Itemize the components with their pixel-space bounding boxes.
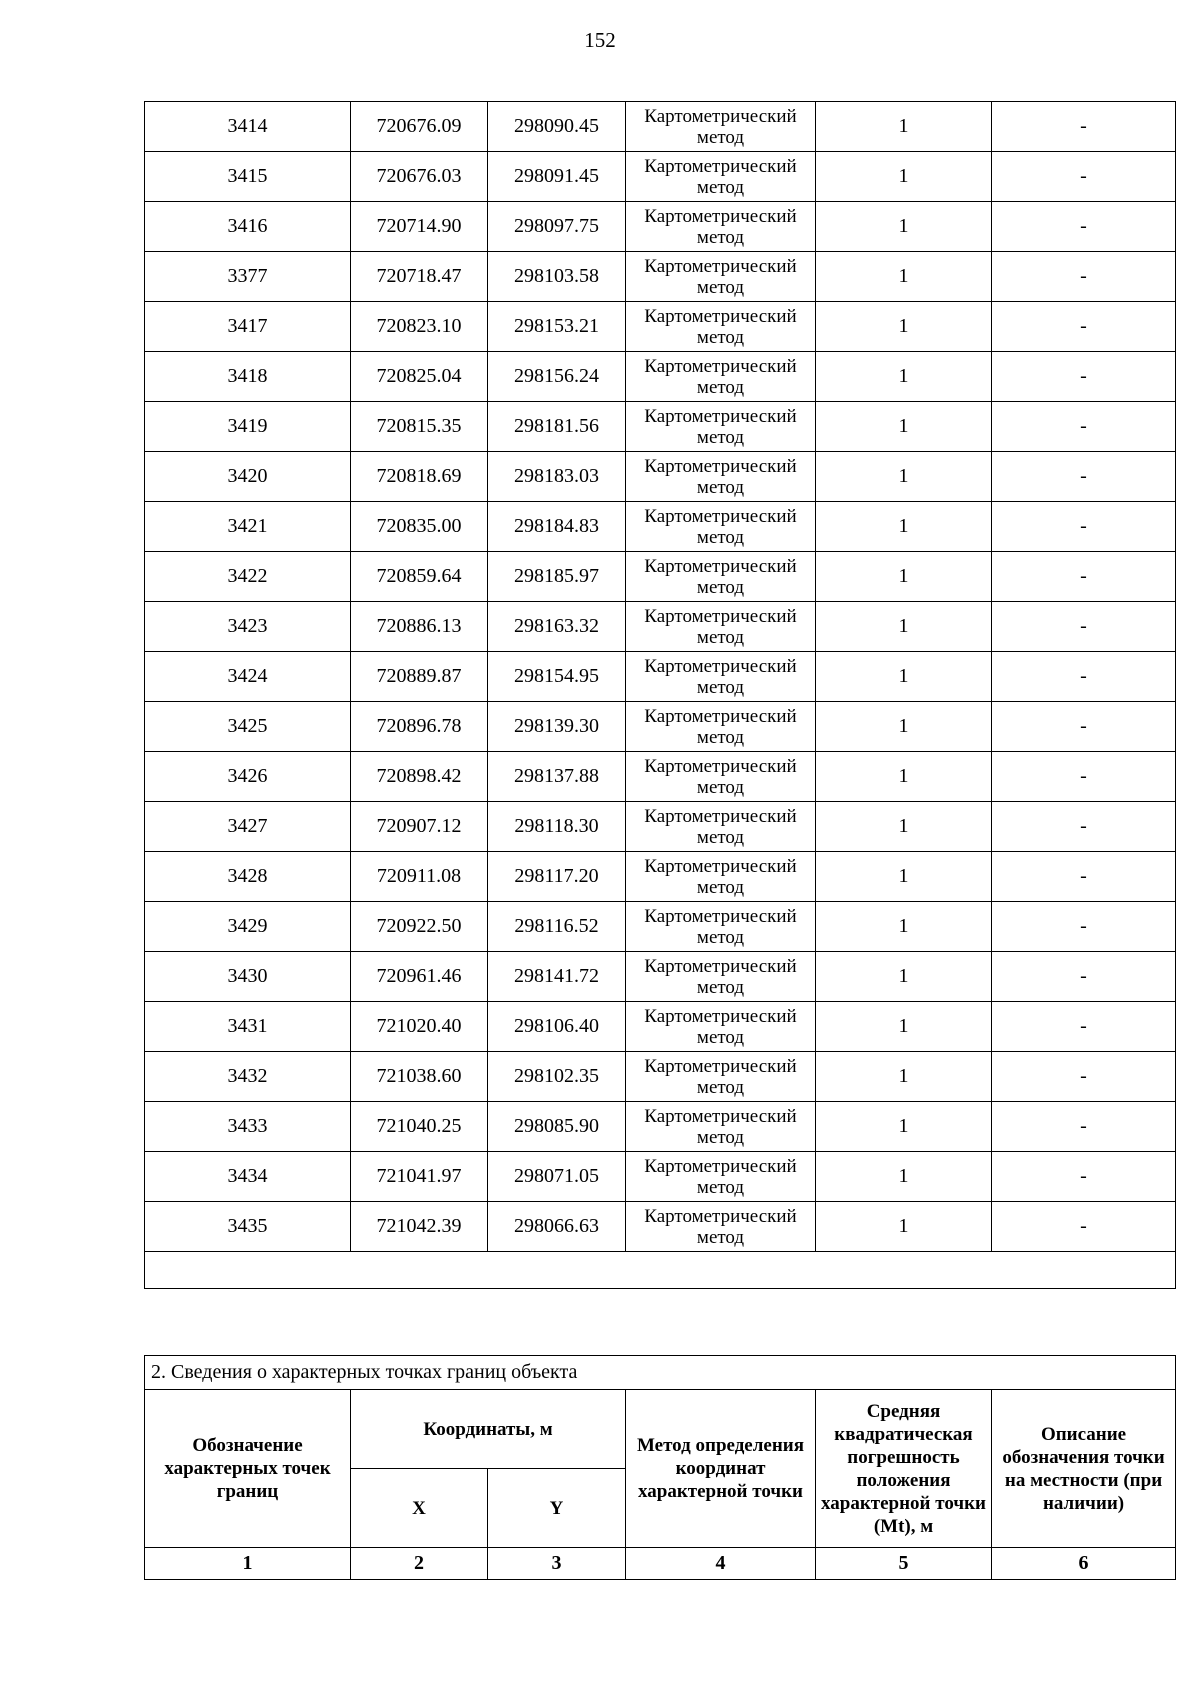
cell-y-coordinate: 298163.32	[488, 602, 626, 652]
cell-y-coordinate: 298071.05	[488, 1152, 626, 1202]
cell-method: Картометрический метод	[626, 552, 816, 602]
header-coordinates: Координаты, м	[351, 1390, 626, 1469]
cell-mean-square-error: 1	[816, 1002, 992, 1052]
cell-y-coordinate: 298097.75	[488, 202, 626, 252]
header-x: X	[351, 1469, 488, 1548]
cell-description: -	[992, 1152, 1176, 1202]
cell-x-coordinate: 720961.46	[351, 952, 488, 1002]
table-row	[145, 202, 1176, 252]
cell-method: Картометрический метод	[626, 1002, 816, 1052]
table-row	[145, 252, 1176, 302]
cell-method: Картометрический метод	[626, 602, 816, 652]
table-row	[145, 552, 1176, 602]
cell-point-number: 3423	[145, 602, 351, 652]
cell-y-coordinate: 298183.03	[488, 452, 626, 502]
cell-description: -	[992, 802, 1176, 852]
cell-point-number: 3414	[145, 102, 351, 152]
column-number: 2	[351, 1548, 488, 1580]
cell-x-coordinate: 720815.35	[351, 402, 488, 452]
cell-x-coordinate: 720823.10	[351, 302, 488, 352]
cell-point-number: 3432	[145, 1052, 351, 1102]
cell-point-number: 3418	[145, 352, 351, 402]
cell-y-coordinate: 298154.95	[488, 652, 626, 702]
cell-x-coordinate: 720922.50	[351, 902, 488, 952]
cell-x-coordinate: 720898.42	[351, 752, 488, 802]
cell-mean-square-error: 1	[816, 952, 992, 1002]
cell-x-coordinate: 720825.04	[351, 352, 488, 402]
cell-x-coordinate: 720911.08	[351, 852, 488, 902]
cell-method: Картометрический метод	[626, 902, 816, 952]
cell-mean-square-error: 1	[816, 652, 992, 702]
table-row	[145, 1152, 1176, 1202]
cell-mean-square-error: 1	[816, 402, 992, 452]
cell-point-number: 3417	[145, 302, 351, 352]
cell-mean-square-error: 1	[816, 802, 992, 852]
cell-method: Картометрический метод	[626, 852, 816, 902]
cell-description: -	[992, 652, 1176, 702]
cell-x-coordinate: 720676.03	[351, 152, 488, 202]
cell-mean-square-error: 1	[816, 902, 992, 952]
cell-mean-square-error: 1	[816, 452, 992, 502]
cell-method: Картометрический метод	[626, 252, 816, 302]
cell-method: Картометрический метод	[626, 652, 816, 702]
cell-mean-square-error: 1	[816, 1052, 992, 1102]
section-title: 2. Сведения о характерных точках границ объекта	[145, 1356, 1176, 1390]
table-row	[145, 452, 1176, 502]
cell-mean-square-error: 1	[816, 102, 992, 152]
cell-mean-square-error: 1	[816, 752, 992, 802]
table-row	[145, 852, 1176, 902]
cell-y-coordinate: 298102.35	[488, 1052, 626, 1102]
table-row	[145, 952, 1176, 1002]
cell-description: -	[992, 952, 1176, 1002]
cell-point-number: 3425	[145, 702, 351, 752]
cell-description: -	[992, 852, 1176, 902]
cell-method: Картометрический метод	[626, 302, 816, 352]
cell-mean-square-error: 1	[816, 552, 992, 602]
cell-x-coordinate: 720714.90	[351, 202, 488, 252]
cell-x-coordinate: 720818.69	[351, 452, 488, 502]
cell-x-coordinate: 721020.40	[351, 1002, 488, 1052]
cell-description: -	[992, 552, 1176, 602]
cell-point-number: 3419	[145, 402, 351, 452]
cell-point-number: 3427	[145, 802, 351, 852]
cell-method: Картометрический метод	[626, 452, 816, 502]
cell-y-coordinate: 298103.58	[488, 252, 626, 302]
cell-point-number: 3429	[145, 902, 351, 952]
cell-x-coordinate: 721042.39	[351, 1202, 488, 1252]
cell-mean-square-error: 1	[816, 252, 992, 302]
cell-method: Картометрический метод	[626, 402, 816, 452]
cell-description: -	[992, 752, 1176, 802]
header-method: Метод определения координат характерной точки	[626, 1390, 816, 1548]
cell-description: -	[992, 202, 1176, 252]
table-row	[145, 802, 1176, 852]
cell-y-coordinate: 298185.97	[488, 552, 626, 602]
table-row	[145, 152, 1176, 202]
cell-description: -	[992, 1002, 1176, 1052]
cell-mean-square-error: 1	[816, 202, 992, 252]
table-row	[145, 1052, 1176, 1102]
cell-description: -	[992, 152, 1176, 202]
header-mean-square-error: Средняя квадратическая погрешность положения характерной точки (Mt), м	[816, 1390, 992, 1548]
cell-method: Картометрический метод	[626, 102, 816, 152]
cell-point-number: 3435	[145, 1202, 351, 1252]
cell-x-coordinate: 720896.78	[351, 702, 488, 752]
cell-y-coordinate: 298118.30	[488, 802, 626, 852]
cell-method: Картометрический метод	[626, 1152, 816, 1202]
column-number: 1	[145, 1548, 351, 1580]
page-number: 152	[584, 28, 616, 52]
cell-description: -	[992, 102, 1176, 152]
table-row	[145, 652, 1176, 702]
cell-method: Картометрический метод	[626, 1202, 816, 1252]
cell-mean-square-error: 1	[816, 1152, 992, 1202]
cell-mean-square-error: 1	[816, 352, 992, 402]
cell-mean-square-error: 1	[816, 852, 992, 902]
cell-y-coordinate: 298117.20	[488, 852, 626, 902]
cell-x-coordinate: 720889.87	[351, 652, 488, 702]
cell-method: Картометрический метод	[626, 1102, 816, 1152]
cell-description: -	[992, 402, 1176, 452]
table-row	[145, 702, 1176, 752]
cell-point-number: 3377	[145, 252, 351, 302]
cell-x-coordinate: 720907.12	[351, 802, 488, 852]
cell-method: Картометрический метод	[626, 202, 816, 252]
cell-description: -	[992, 1052, 1176, 1102]
cell-x-coordinate: 720859.64	[351, 552, 488, 602]
cell-x-coordinate: 721041.97	[351, 1152, 488, 1202]
cell-method: Картометрический метод	[626, 502, 816, 552]
cell-y-coordinate: 298141.72	[488, 952, 626, 1002]
cell-y-coordinate: 298066.63	[488, 1202, 626, 1252]
table-row	[145, 902, 1176, 952]
cell-method: Картометрический метод	[626, 702, 816, 752]
column-number: 3	[488, 1548, 626, 1580]
cell-x-coordinate: 720886.13	[351, 602, 488, 652]
cell-mean-square-error: 1	[816, 152, 992, 202]
cell-method: Картометрический метод	[626, 152, 816, 202]
cell-point-number: 3415	[145, 152, 351, 202]
column-number: 6	[992, 1548, 1176, 1580]
coordinates-table-body	[145, 102, 1176, 1289]
cell-x-coordinate: 721038.60	[351, 1052, 488, 1102]
cell-point-number: 3422	[145, 552, 351, 602]
table-row	[145, 402, 1176, 452]
cell-y-coordinate: 298181.56	[488, 402, 626, 452]
table-row	[145, 352, 1176, 402]
cell-point-number: 3420	[145, 452, 351, 502]
table-row	[145, 1202, 1176, 1252]
cell-point-number: 3428	[145, 852, 351, 902]
header-point-designation: Обозначение характерных точек границ	[145, 1390, 351, 1548]
cell-point-number: 3421	[145, 502, 351, 552]
cell-x-coordinate: 720718.47	[351, 252, 488, 302]
cell-y-coordinate: 298116.52	[488, 902, 626, 952]
cell-description: -	[992, 502, 1176, 552]
cell-y-coordinate: 298153.21	[488, 302, 626, 352]
coordinates-table	[144, 101, 1176, 1289]
cell-y-coordinate: 298184.83	[488, 502, 626, 552]
empty-cell	[145, 1252, 1176, 1289]
cell-description: -	[992, 602, 1176, 652]
cell-y-coordinate: 298085.90	[488, 1102, 626, 1152]
cell-mean-square-error: 1	[816, 1202, 992, 1252]
cell-description: -	[992, 452, 1176, 502]
cell-method: Картометрический метод	[626, 952, 816, 1002]
cell-point-number: 3426	[145, 752, 351, 802]
empty-row	[145, 1252, 1176, 1289]
cell-y-coordinate: 298106.40	[488, 1002, 626, 1052]
cell-y-coordinate: 298090.45	[488, 102, 626, 152]
cell-x-coordinate: 720676.09	[351, 102, 488, 152]
cell-point-number: 3430	[145, 952, 351, 1002]
cell-point-number: 3433	[145, 1102, 351, 1152]
cell-description: -	[992, 352, 1176, 402]
cell-mean-square-error: 1	[816, 1102, 992, 1152]
column-number: 4	[626, 1548, 816, 1580]
cell-description: -	[992, 252, 1176, 302]
cell-description: -	[992, 302, 1176, 352]
cell-method: Картометрический метод	[626, 352, 816, 402]
cell-point-number: 3424	[145, 652, 351, 702]
table-row	[145, 502, 1176, 552]
cell-x-coordinate: 721040.25	[351, 1102, 488, 1152]
section2-table	[144, 1355, 1176, 1580]
cell-y-coordinate: 298091.45	[488, 152, 626, 202]
table-row	[145, 602, 1176, 652]
cell-description: -	[992, 1102, 1176, 1152]
cell-mean-square-error: 1	[816, 702, 992, 752]
cell-mean-square-error: 1	[816, 502, 992, 552]
table-row	[145, 302, 1176, 352]
cell-method: Картометрический метод	[626, 752, 816, 802]
header-y: Y	[488, 1469, 626, 1548]
table-row	[145, 752, 1176, 802]
header-description: Описание обозначения точки на местности (при наличии)	[992, 1390, 1176, 1548]
cell-description: -	[992, 902, 1176, 952]
cell-mean-square-error: 1	[816, 302, 992, 352]
cell-y-coordinate: 298139.30	[488, 702, 626, 752]
cell-y-coordinate: 298137.88	[488, 752, 626, 802]
cell-method: Картометрический метод	[626, 802, 816, 852]
table-row	[145, 102, 1176, 152]
table-row	[145, 1002, 1176, 1052]
cell-mean-square-error: 1	[816, 602, 992, 652]
cell-point-number: 3416	[145, 202, 351, 252]
cell-method: Картометрический метод	[626, 1052, 816, 1102]
column-number: 5	[816, 1548, 992, 1580]
table-row	[145, 1102, 1176, 1152]
cell-y-coordinate: 298156.24	[488, 352, 626, 402]
cell-description: -	[992, 1202, 1176, 1252]
cell-point-number: 3434	[145, 1152, 351, 1202]
cell-description: -	[992, 702, 1176, 752]
cell-point-number: 3431	[145, 1002, 351, 1052]
cell-x-coordinate: 720835.00	[351, 502, 488, 552]
